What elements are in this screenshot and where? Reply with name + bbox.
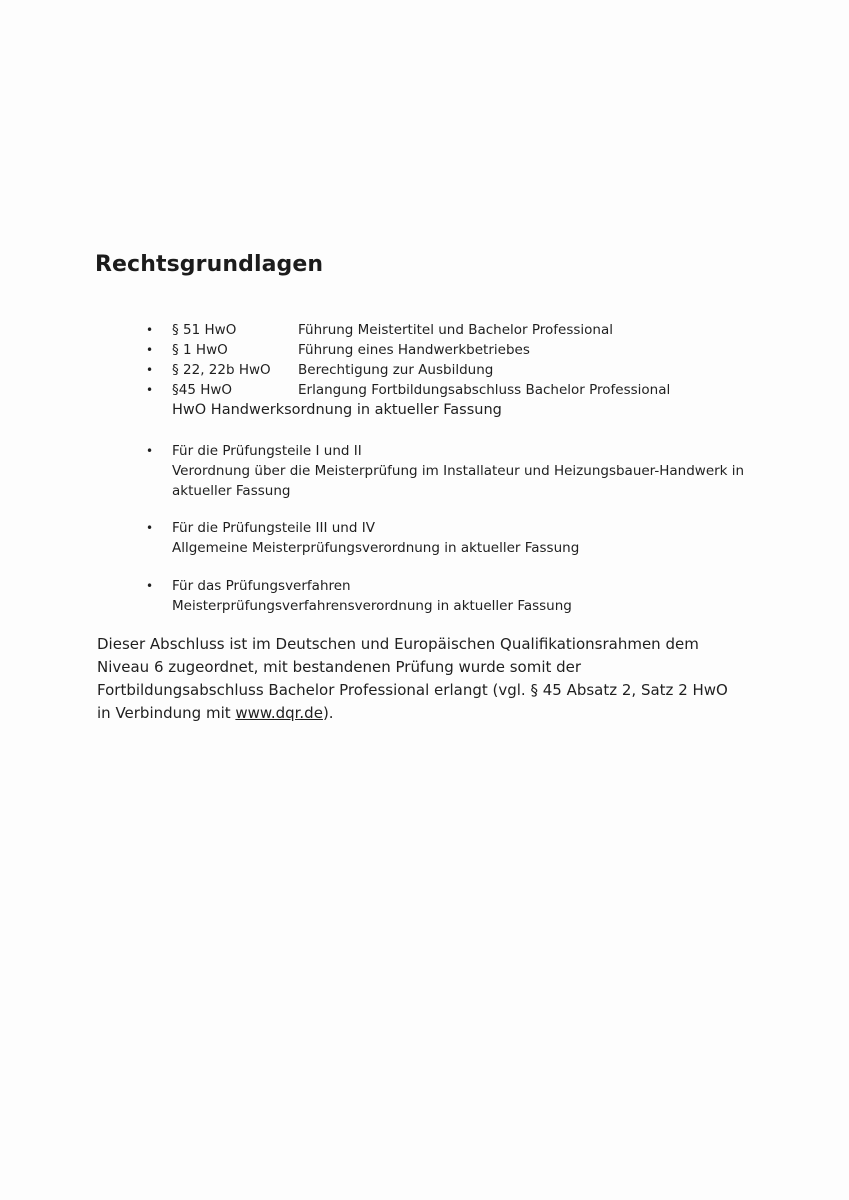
- law-reference: § 22, 22b HwO: [172, 362, 271, 378]
- law-description: Berechtigung zur Ausbildung: [298, 362, 494, 378]
- bullet-icon: •: [146, 383, 154, 397]
- law-description: Führung Meistertitel und Bachelor Professional: [298, 322, 614, 338]
- bullet-icon: •: [146, 579, 154, 593]
- regulation-text-line: Verordnung über die Meisterprüfung im Installateur und Heizungsbauer-Handwerk in: [172, 463, 745, 479]
- law-reference: § 1 HwO: [172, 342, 228, 358]
- bullet-icon: •: [146, 444, 154, 458]
- regulation-item: [146, 518, 579, 558]
- conclusion-paragraph: [97, 633, 737, 725]
- conclusion-text-end: ).: [322, 704, 334, 722]
- regulation-item: [146, 441, 744, 501]
- regulation-text-line: aktueller Fassung: [172, 483, 291, 499]
- regulation-item: [146, 576, 572, 616]
- conclusion-text: Dieser Abschluss ist im Deutschen und Europäischen Qualifikationsrahmen dem Niveau 6 zugeordnet, mit bestandenen Prüfung wurde somit der Fortbildungsabschluss Bachelor Professional erlangt (vgl. § 45 Absatz 2, Satz 2 HwO in Verbindung mit: [97, 635, 728, 722]
- regulation-title: Für das Prüfungsverfahren: [172, 578, 351, 594]
- law-description: Führung eines Handwerkbetriebes: [298, 342, 530, 358]
- page-title: Rechtsgrundlagen: [95, 252, 324, 277]
- bullet-icon: •: [146, 323, 154, 337]
- regulation-title: Für die Prüfungsteile III und IV: [172, 520, 375, 536]
- regulation-text: Allgemeine Meisterprüfungsverordnung in aktueller Fassung: [172, 540, 580, 556]
- regulation-text: Meisterprüfungsverfahrensverordnung in aktueller Fassung: [172, 598, 572, 614]
- law-description: Erlangung Fortbildungsabschluss Bachelor Professional: [298, 382, 671, 398]
- dqr-link[interactable]: www.dqr.de: [235, 704, 323, 722]
- bullet-icon: •: [146, 521, 154, 535]
- bullet-icon: •: [146, 343, 154, 357]
- bullet-icon: •: [146, 363, 154, 377]
- law-reference: § 51 HwO: [172, 322, 237, 338]
- law-reference: §45 HwO: [172, 382, 233, 398]
- hwo-note: HwO Handwerksordnung in aktueller Fassung: [172, 402, 502, 418]
- regulation-title: Für die Prüfungsteile I und II: [172, 443, 362, 459]
